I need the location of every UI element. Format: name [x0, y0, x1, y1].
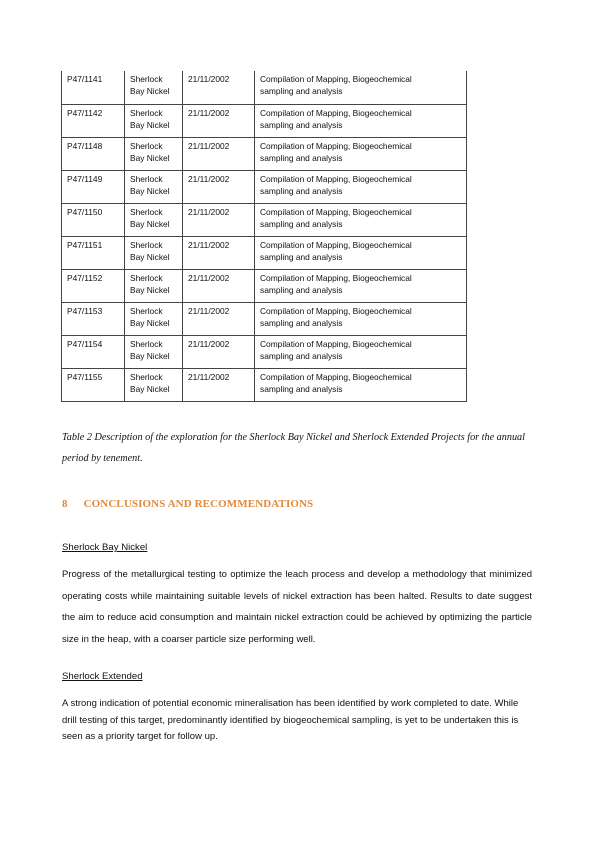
date-cell: 21/11/2002: [183, 170, 255, 203]
description-cell: Compilation of Mapping, Biogeochemical sampling and analysis: [255, 170, 467, 203]
tenement-cell: P47/1142: [62, 104, 125, 137]
project-cell: Sherlock Bay Nickel: [125, 368, 183, 401]
table-row: [62, 170, 467, 203]
project-cell: Sherlock Bay Nickel: [125, 71, 183, 104]
table-row: [62, 104, 467, 137]
tenement-table: [61, 71, 467, 402]
tenement-cell: P47/1148: [62, 137, 125, 170]
date-cell: 21/11/2002: [183, 203, 255, 236]
sherlock-extended-paragraph: A strong indication of potential economic mineralisation has been identified by work completed to date. While drill testing of this target, predominantly identified by biogeochemical sampling, is yet to be undertaken this is seen as a priority target for follow up.: [62, 698, 519, 742]
table-row: [62, 203, 467, 236]
date-cell: 21/11/2002: [183, 335, 255, 368]
section-number: 8: [62, 498, 68, 510]
sherlock-bay-paragraph: Progress of the metallurgical testing to optimize the leach process and develop a methodology that minimized operating costs while maintaining suitable levels of nickel extraction has been halted. Results to date suggest the aim to reduce acid consumption and maintain nickel extraction could be achieved by optimizing the particle size in the heap, with a coarser particle size performing well.: [62, 569, 532, 645]
description-cell: Compilation of Mapping, Biogeochemical sampling and analysis: [255, 302, 467, 335]
tenement-cell: P47/1141: [62, 71, 125, 104]
section-heading: [62, 497, 313, 511]
date-cell: 21/11/2002: [183, 71, 255, 104]
table-row: [62, 269, 467, 302]
project-cell: Sherlock Bay Nickel: [125, 137, 183, 170]
tenement-cell: P47/1152: [62, 269, 125, 302]
description-cell: Compilation of Mapping, Biogeochemical sampling and analysis: [255, 269, 467, 302]
project-cell: Sherlock Bay Nickel: [125, 302, 183, 335]
table-row: [62, 335, 467, 368]
date-cell: 21/11/2002: [183, 236, 255, 269]
date-cell: 21/11/2002: [183, 302, 255, 335]
description-cell: Compilation of Mapping, Biogeochemical sampling and analysis: [255, 203, 467, 236]
project-cell: Sherlock Bay Nickel: [125, 335, 183, 368]
sherlock-bay-heading: Sherlock Bay Nickel: [62, 542, 148, 553]
project-cell: Sherlock Bay Nickel: [125, 104, 183, 137]
project-cell: Sherlock Bay Nickel: [125, 269, 183, 302]
description-cell: Compilation of Mapping, Biogeochemical sampling and analysis: [255, 71, 467, 104]
table-row: [62, 368, 467, 401]
project-cell: Sherlock Bay Nickel: [125, 170, 183, 203]
sherlock-extended-heading: Sherlock Extended: [62, 671, 143, 682]
table-row: [62, 302, 467, 335]
description-cell: Compilation of Mapping, Biogeochemical sampling and analysis: [255, 368, 467, 401]
description-cell: Compilation of Mapping, Biogeochemical sampling and analysis: [255, 236, 467, 269]
tenement-cell: P47/1149: [62, 170, 125, 203]
table-caption: Table 2 Description of the exploration for the Sherlock Bay Nickel and Sherlock Extended Projects for the annual period by tenement.: [62, 432, 525, 464]
date-cell: 21/11/2002: [183, 137, 255, 170]
table-row: [62, 137, 467, 170]
date-cell: 21/11/2002: [183, 104, 255, 137]
project-cell: Sherlock Bay Nickel: [125, 203, 183, 236]
tenement-cell: P47/1155: [62, 368, 125, 401]
section-title: CONCLUSIONS AND RECOMMENDATIONS: [83, 498, 314, 510]
description-cell: Compilation of Mapping, Biogeochemical sampling and analysis: [255, 137, 467, 170]
description-cell: Compilation of Mapping, Biogeochemical sampling and analysis: [255, 104, 467, 137]
date-cell: 21/11/2002: [183, 368, 255, 401]
table-row: [62, 236, 467, 269]
date-cell: 21/11/2002: [183, 269, 255, 302]
tenement-cell: P47/1153: [62, 302, 125, 335]
table-row: [62, 71, 467, 104]
description-cell: Compilation of Mapping, Biogeochemical sampling and analysis: [255, 335, 467, 368]
table-body: [62, 71, 467, 401]
project-cell: Sherlock Bay Nickel: [125, 236, 183, 269]
tenement-cell: P47/1154: [62, 335, 125, 368]
tenement-cell: P47/1150: [62, 203, 125, 236]
tenement-cell: P47/1151: [62, 236, 125, 269]
